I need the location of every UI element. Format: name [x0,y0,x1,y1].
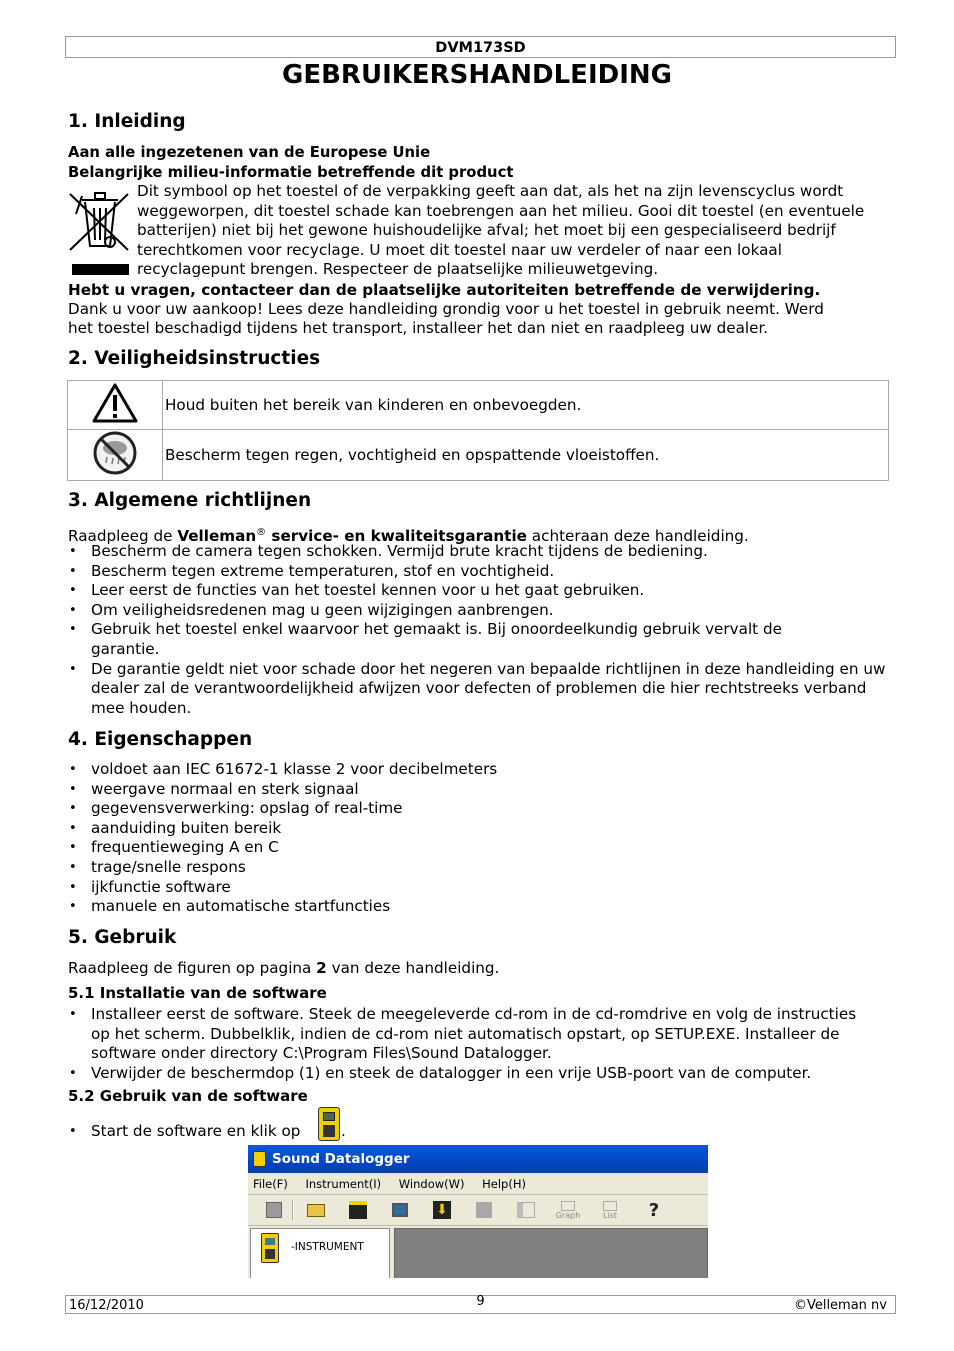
app-menubar [248,1173,708,1195]
install-steps-list [68,1005,888,1083]
list-item: • gegevensverwerking: opslag of real-time [68,799,888,819]
thanks-line-2: het toestel beschadigd tijdens het transport, installeer het dan niet en raadpleeg uw dealer. [68,319,769,337]
footer-box [65,1295,896,1314]
instrument-tree-panel [250,1228,390,1278]
app-titlebar [248,1145,708,1173]
list-item: • ijkfunctie software [68,878,888,898]
list-item: • Bescherm de camera tegen schokken. Vermijd brute kracht tijdens de bediening. [68,542,888,562]
mdi-workspace [394,1228,708,1278]
graph-label: Graph [555,1210,581,1220]
guarantee-intro-end: achteraan deze handleiding. [526,527,749,546]
list-print-icon[interactable] [598,1199,622,1221]
tree-item-instrument[interactable]: -INSTRUMENT [291,1241,364,1253]
list-item: • Gebruik het toestel enkel waarvoor het gemaakt is. Bij onoordeelkundig gebruik vervalt de garantie. [68,620,888,659]
menu-file[interactable]: File(F) [253,1177,288,1191]
list-item: • trage/snelle respons [68,858,888,878]
weee-paragraph: Dit symbool op het toestel of de verpakking geeft aan dat, als het na zijn levenscyclus wordt weggeworpen, dit toestel schade kan toebrengen aan het milieu. Gooi dit toestel (en eventuele batterijen) niet bij het gewone huishoudelijke afval; het moet bij een gespecialiseerd bedrijf terechtkomen voor recyclage. U moet dit toestel naar uw verdeler of naar een lokaal recyclagepunt brengen. Respecteer de plaatselijke milieuwetgeving. [137,182,865,279]
warning-triangle-icon [91,382,139,424]
safety-icon-cell [68,430,163,481]
menu-window[interactable]: Window(W) [398,1177,465,1191]
list-item: • Verwijder de beschermdop (1) en steek de datalogger in een vrije USB-poort van de computer. [68,1064,868,1084]
help-icon[interactable]: ? [648,1199,660,1221]
list-item: • Bescherm tegen extreme temperaturen, stof en vochtigheid. [68,562,888,582]
footer-date: 16/12/2010 [69,1298,144,1313]
menu-instrument[interactable]: Instrument(I) [305,1177,382,1191]
guarantee-name: service- en kwaliteitsgarantie [266,527,527,546]
menu-help[interactable]: Help(H) [482,1177,526,1191]
app-title: Sound Datalogger [272,1151,410,1167]
document-title: GEBRUIKERSHANDLEIDING [282,60,672,90]
page-reference: 2 [316,959,327,977]
safety-row-rain [68,430,889,481]
safety-text-children: Houd buiten het bereik van kinderen en onbevoegden. [163,381,889,430]
section-3-heading: 3. Algemene richtlijnen [68,490,312,511]
environment-info-subheading: Belangrijke milieu-informatie betreffende dit product [68,164,514,181]
list-item: • De garantie geldt niet voor schade door het negeren van bepaalde richtlijnen in deze handleiding en uw dealer zal de verantwoordelijkheid afwijzen voor defecten of problemen die hier rechtstreeks verband mee houden. [68,660,888,719]
list-item: • aanduiding buiten bereik [68,819,888,839]
monitor-icon[interactable] [388,1199,412,1221]
list-item: • Installeer eerst de software. Steek de meegeleverde cd-rom in de cd-romdrive en volg de instructies op het scherm. Dubbelklik, indien de cd-rom niet automatisch opstart, op SETUP.EXE. Installeer de software onder directory C:\Program Files\Sound Datalogger. [68,1005,868,1064]
figures-reference [68,959,499,979]
list-item: • weergave normaal en sterk signaal [68,780,888,800]
safety-icon-cell [68,381,163,430]
list-item [68,1122,888,1142]
section-2-heading: 2. Veiligheidsinstructies [68,348,321,369]
instrument-icon [318,1107,340,1141]
subsection-5-2-heading: 5.2 Gebruik van de software [68,1087,308,1105]
footer-copyright: ©Velleman nv [793,1298,887,1313]
graph-print-icon[interactable] [556,1199,580,1221]
list-item: • manuele en automatische startfuncties [68,897,888,917]
list-item: • frequentieweging A en C [68,838,888,858]
figures-reference-end: van deze handleiding. [326,959,500,977]
start-instruction: Start de software en klik op [91,1122,301,1140]
features-list [68,760,888,917]
brand-name: Velleman [177,527,257,546]
page-number: 9 [476,1294,485,1309]
toolbar-separator [292,1200,294,1220]
list-item: • Leer eerst de functies van het toestel kennen voor u het gaat gebruiken. [68,581,888,601]
instrument-node-icon [261,1233,279,1263]
model-name: DVM173SD [435,40,526,56]
no-rain-icon [92,430,138,476]
authorities-notice: Hebt u vragen, contacteer dan de plaatselijke autoriteiten betreffende de verwijdering. [68,281,821,299]
save-icon[interactable] [262,1199,286,1221]
guarantee-intro-text: Raadpleeg de [68,527,178,546]
section-1-heading: 1. Inleiding [68,111,186,132]
guidelines-list [68,542,888,718]
list-item: • Om veiligheidsredenen mag u geen wijzigingen aanbrengen. [68,601,888,621]
app-toolbar [248,1195,708,1226]
thanks-line-1: Dank u voor uw aankoop! Lees deze handleiding grondig voor u het toestel in gebruik neemt. Werd [68,300,824,318]
app-screenshot [248,1145,708,1278]
section-4-heading: 4. Eigenschappen [68,729,253,750]
safety-row-children [68,381,889,430]
download-icon[interactable]: ⬇ [430,1199,454,1221]
open-folder-icon[interactable] [304,1199,328,1221]
split-view-icon[interactable] [514,1199,538,1221]
subsection-5-1-heading: 5.1 Installatie van de software [68,984,327,1002]
weee-bin-icon [68,184,134,278]
app-logo-icon [253,1151,266,1167]
header-model-box [65,36,896,58]
list-item: • voldoet aan IEC 61672-1 klasse 2 voor decibelmeters [68,760,888,780]
figures-reference-text: Raadpleeg de figuren op pagina [68,959,317,977]
registered-mark: ® [256,527,267,538]
instrument-tool-icon[interactable] [346,1199,370,1221]
stop-icon[interactable] [472,1199,496,1221]
safety-table [67,380,889,481]
app-body [248,1226,708,1278]
start-instruction-end: . [341,1122,346,1140]
section-5-heading: 5. Gebruik [68,927,177,948]
list-label: List [603,1210,617,1220]
safety-text-rain: Bescherm tegen regen, vochtigheid en opspattende vloeistoffen. [163,430,889,481]
usage-steps-list [68,1122,888,1142]
eu-residents-subheading: Aan alle ingezetenen van de Europese Unie [68,144,431,161]
